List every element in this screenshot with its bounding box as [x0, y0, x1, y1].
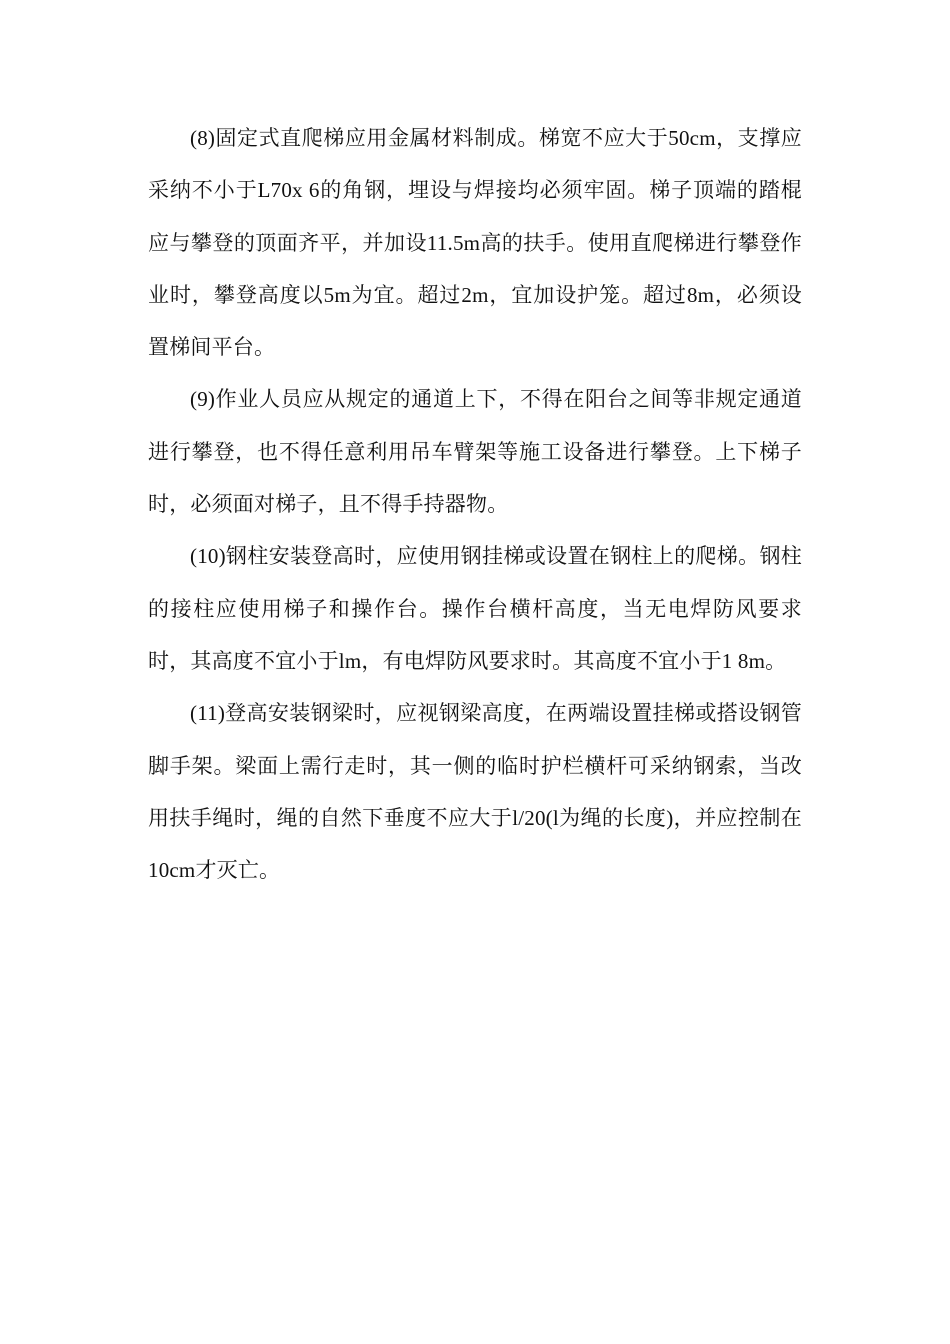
- paragraph-11: (11)登高安装钢梁时，应视钢梁高度，在两端设置挂梯或搭设钢管脚手架。梁面上需行走时，其一侧的临时护栏横杆可采纳钢索，当改用扶手绳时，绳的自然下垂度不应大于l/20(l为绳的长度)，并应控制在10cm才灭亡。: [148, 701, 802, 883]
- paragraph-8: (8)固定式直爬梯应用金属材料制成。梯宽不应大于50cm，支撑应采纳不小于L70x 6的角钢，埋设与焊接均必须牢固。梯子顶端的踏棍应与攀登的顶面齐平，并加设11.5m高的扶手。使用直爬梯进行攀登作业时，攀登高度以5m为宜。超过2m，宜加设护笼。超过8m，必须设置梯间平台。: [148, 126, 802, 360]
- document-body: [148, 112, 802, 896]
- paragraph-9: (9)作业人员应从规定的通道上下，不得在阳台之间等非规定通道进行攀登，也不得任意利用吊车臂架等施工设备进行攀登。上下梯子时，必须面对梯子，且不得手持器物。: [148, 387, 802, 517]
- paragraph-10: (10)钢柱安装登高时，应使用钢挂梯或设置在钢柱上的爬梯。钢柱的接柱应使用梯子和操作台。操作台横杆高度，当无电焊防风要求时，其高度不宜小于lm，有电焊防风要求时。其高度不宜小于1 8m。: [148, 544, 802, 673]
